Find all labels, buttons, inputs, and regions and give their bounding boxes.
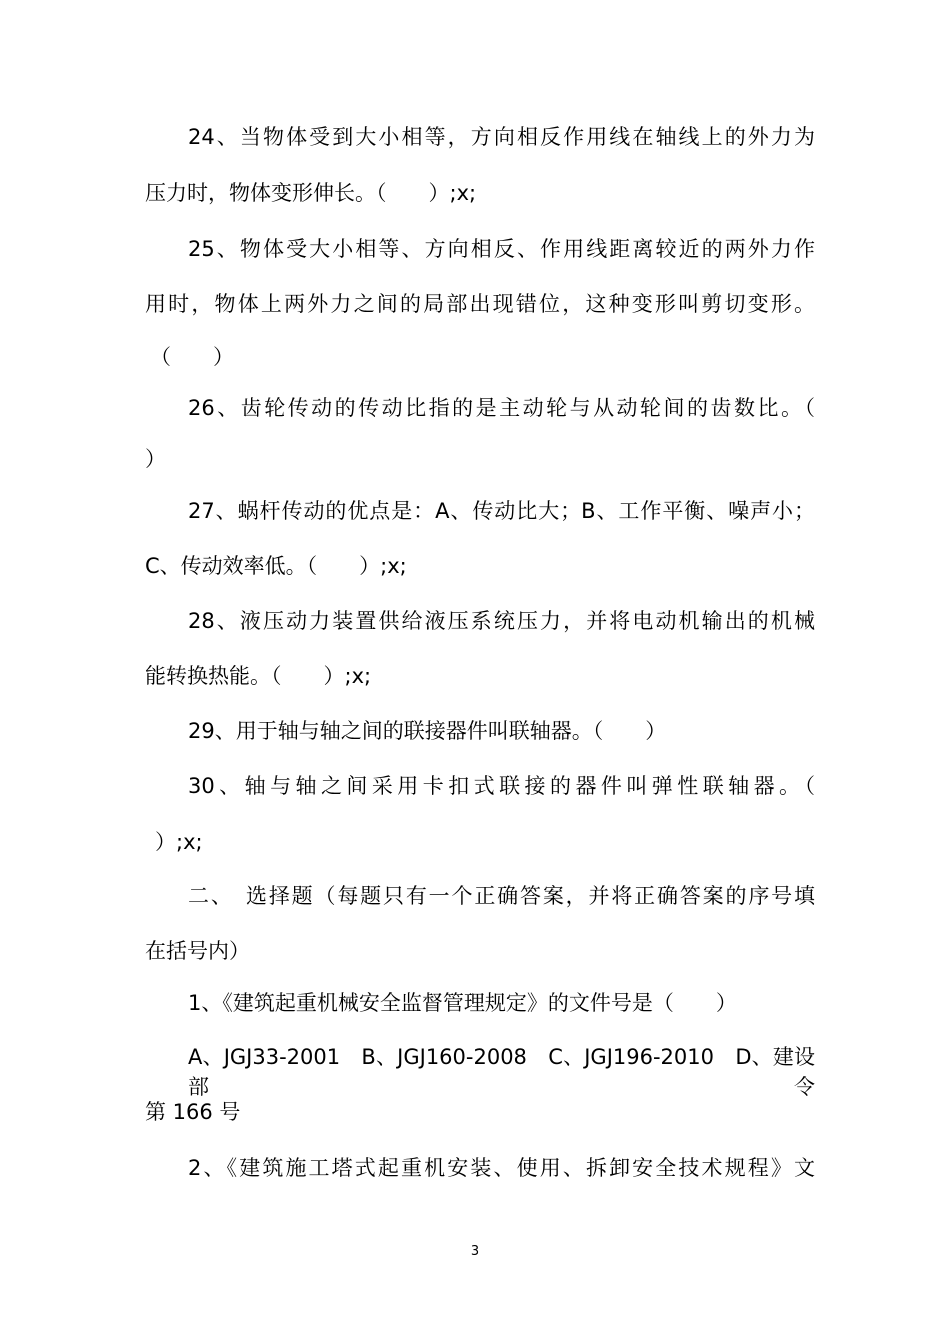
question-24-line-1: 24、当物体受到大小相等，方向相反作用线在轴线上的外力为 — [188, 125, 815, 149]
question-27-line-2: C、传动效率低。（ ）;x; — [145, 554, 407, 578]
question-25-line-3: （ ） — [150, 345, 234, 369]
question-29-line-1: 29、用于轴与轴之间的联接器件叫联轴器。（ ） — [188, 719, 667, 743]
question-27-line-1: 27、蜗杆传动的优点是：A、传动比大；B、工作平衡、噪声小； — [188, 499, 815, 523]
question-26-line-2: ） — [145, 447, 166, 471]
question-30-line-2: ）;x; — [155, 830, 203, 854]
choice-question-2-line-1: 2、《建筑施工塔式起重机安装、使用、拆卸安全技术规程》文 — [188, 1156, 815, 1180]
question-24-line-2: 压力时，物体变形伸长。（ ）;x; — [145, 181, 477, 205]
page-number: 3 — [470, 1244, 480, 1259]
question-28-line-1: 28、液压动力装置供给液压系统压力，并将电动机输出的机械 — [188, 609, 815, 633]
section-heading-line-2: 在括号内） — [145, 939, 250, 963]
question-28-line-2: 能转换热能。（ ）;x; — [145, 664, 372, 688]
choice-question-1-line-1: 1、《建筑起重机械安全监督管理规定》的文件号是（ ） — [188, 991, 737, 1015]
question-25-line-2: 用时，物体上两外力之间的局部出现错位，这种变形叫剪切变形。 — [145, 292, 815, 316]
question-25-line-1: 25、物体受大小相等、方向相反、作用线距离较近的两外力作 — [188, 237, 815, 261]
question-30-line-1: 30、轴与轴之间采用卡扣式联接的器件叫弹性联轴器。（ — [188, 774, 815, 798]
section-heading-line-1: 二、 选择题（每题只有一个正确答案，并将正确答案的序号填 — [188, 884, 815, 908]
choice-question-1-options-line-1: A、JGJ33-2001 B、JGJ160-2008 C、JGJ196-2010 D、建设部令 — [188, 1045, 815, 1099]
question-26-line-1: 26、齿轮传动的传动比指的是主动轮与从动轮间的齿数比。（ — [188, 396, 815, 420]
choice-question-1-options-line-2: 第 166 号 — [145, 1100, 241, 1124]
